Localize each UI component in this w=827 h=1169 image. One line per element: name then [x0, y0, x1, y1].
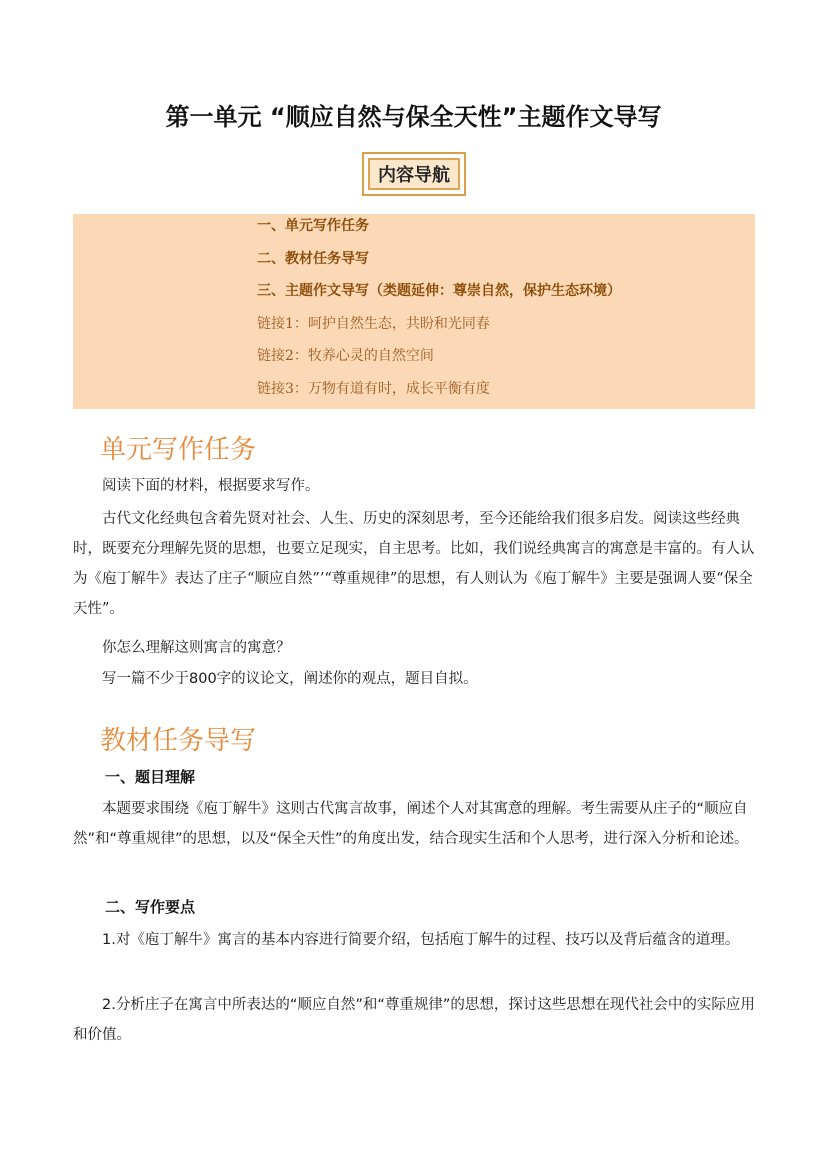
toc-item-theme-writing: 三、主题作文导写（类题延伸：尊崇自然，保护生态环境）: [257, 283, 621, 299]
writing-point-1: 1.对《庖丁解牛》寓言的基本内容进行简要介绍，包括庖丁解牛的过程、技巧以及背后蕴含的道理。: [102, 932, 740, 948]
content-navigation-badge: [362, 152, 466, 196]
section-heading-unit-task: 单元写作任务: [100, 435, 257, 465]
toc-link-3: 链接3：万物有道有时，成长平衡有度: [257, 381, 490, 397]
content-navigation-label: 内容导航: [368, 158, 460, 190]
material-text: 古代文化经典包含着先贤对社会、人生、历史的深刻思考，至今还能给我们很多启发。阅读这些经典时，既要充分理解先贤的思想，也要立足现实，自主思考。比如，我们说经典寓言的寓意是丰富的。有人认为《庖丁解牛》表达了庄子“顺应自然”’“尊重规律”的思想，有人则认为《庖丁解牛》主要是强调人要“保全天性”。: [73, 511, 755, 617]
section-heading-textbook-task: 教材任务导写: [100, 726, 257, 756]
table-of-contents: [73, 214, 755, 409]
toc-link-2: 链接2：牧养心灵的自然空间: [257, 348, 434, 364]
subheading-writing-points: 二、写作要点: [105, 898, 196, 916]
toc-item-textbook-task: 二、教材任务导写: [257, 251, 369, 267]
writing-point-2: 2.分析庄子在寓言中所表达的“顺应自然”和“尊重规律”的思想，探讨这些思想在现代社会中的实际应用和价值。: [73, 997, 755, 1043]
topic-understanding-text: 本题要求围绕《庖丁解牛》这则古代寓言故事，阐述个人对其寓意的理解。考生需要从庄子的“顺应自然”和“尊重规律”的思想，以及“保全天性”的角度出发，结合现实生活和个人思考，进行深入分析和论述。: [73, 801, 749, 847]
toc-item-unit-task: 一、单元写作任务: [257, 218, 369, 234]
requirement-text: 写一篇不少于800字的议论文，阐述你的观点，题目自拟。: [102, 671, 478, 687]
toc-link-1: 链接1：呵护自然生态，共盼和光同春: [257, 316, 490, 332]
question-text: 你怎么理解这则寓言的寓意？: [102, 640, 291, 656]
subheading-topic-understanding: 一、题目理解: [105, 768, 196, 786]
document-title: 第一单元 “顺应自然与保全天性”主题作文导写: [165, 103, 662, 131]
instruction-text: 阅读下面的材料，根据要求写作。: [102, 478, 320, 494]
